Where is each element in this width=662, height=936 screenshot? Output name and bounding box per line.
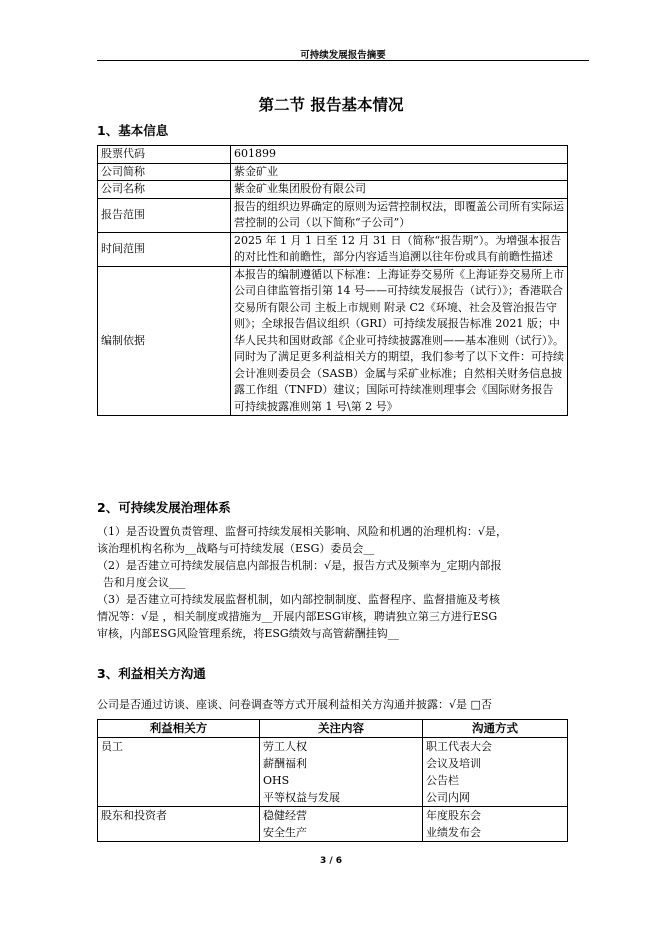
governance-line: 审核，内部ESG风险管理系统，将ESG绩效与高管薪酬挂钩__: [97, 627, 399, 640]
governance-line: 告和月度会议___: [103, 576, 186, 589]
governance-line: （2）是否建立可持续发展信息内部报告机制：√是，报告方式及频率为_定期内部报: [97, 559, 502, 572]
row-value: 紫金矿业集团股份有限公司: [231, 181, 568, 199]
table-row: [98, 198, 568, 232]
concern-item: 稳健经营: [263, 809, 307, 822]
row-value: 本报告的编制遵循以下标准：上海证券交易所《上海证券交易所上市公司自律监管指引第 14 号——可持续发展报告（试行）》；香港联合交易所有限公司 主板上市规则 附录 C2《环境、社会及管治报告守则》；全球报告倡议组织（GRI）可持续发展报告标准 2021 版；中华人民共和国财政部《企业可持续披露准则——基本准则（试行）》。同时为了满足更多利益相关方的期望，我们参考了以下文件：可持续会计准则委员会（SASB）金属与采矿业标准；自然相关财务信息披露工作组（TNFD）建议；国际可持续准则理事会《国际财务报告可持续披露准则第 1 号\第 2 号》: [231, 266, 568, 416]
party-cell: 股东和投资者: [98, 807, 260, 842]
governance-line: （3）是否建立可持续发展监督机制，如内部控制制度、监督程序、监督措施及考核: [97, 593, 500, 606]
concern-item: 薪酬福利: [263, 757, 307, 770]
basic-info-table: [97, 145, 568, 416]
table-row: [98, 146, 568, 164]
method-item: 业绩发布会: [426, 826, 481, 839]
page-number: 3 / 6: [319, 856, 343, 866]
column-header: 利益相关方: [98, 720, 260, 738]
table-header-row: [98, 720, 568, 738]
table-row: [98, 807, 568, 842]
concern-item: 平等权益与发展: [263, 791, 340, 804]
concern-item: 安全生产: [263, 826, 307, 839]
governance-paragraph: [97, 523, 573, 642]
column-header: 关注内容: [260, 720, 423, 738]
stakeholder-intro: 公司是否通过访谈、座谈、问卷调查等方式开展利益相关方沟通并披露：√是 □否: [97, 698, 492, 711]
header-divider: [97, 60, 589, 61]
row-label: 编制依据: [98, 266, 231, 416]
row-value: 601899: [231, 146, 568, 164]
row-label: 时间范围: [98, 232, 231, 266]
row-value: 报告的组织边界确定的原则为运营控制权法，即覆盖公司所有实际运营控制的公司（以下简称“子公司”）: [231, 198, 568, 232]
row-label: 股票代码: [98, 146, 231, 164]
table-row: [98, 181, 568, 199]
page-header: 可持续发展报告摘要: [300, 50, 386, 61]
row-label: 报告范围: [98, 198, 231, 232]
concern-item: OHS: [263, 774, 290, 787]
governance-line: 该治理机构名称为__战略与可持续发展（ESG）委员会__: [97, 542, 375, 555]
method-item: 会议及培训: [426, 757, 481, 770]
governance-line: 情况等：√是 ，相关制度或措施为__开展内部ESG审核，聘请独立第三方进行ESG: [97, 610, 498, 623]
methods-cell: [423, 807, 568, 842]
governance-heading: 2、可持续发展治理体系: [97, 500, 231, 515]
method-item: 年度股东会: [426, 809, 481, 822]
governance-line: （1）是否设置负责管理、监督可持续发展相关影响、风险和机遇的治理机构：√是，: [97, 525, 508, 538]
stakeholder-heading: 3、利益相关方沟通: [97, 666, 206, 681]
party-cell: 员工: [98, 738, 260, 807]
concerns-cell: [260, 738, 423, 807]
methods-cell: [423, 738, 568, 807]
method-item: 公司内网: [426, 791, 470, 804]
column-header: 沟通方式: [423, 720, 568, 738]
table-row: [98, 163, 568, 181]
table-row: [98, 738, 568, 807]
concern-item: 劳工人权: [263, 740, 307, 753]
basic-info-heading: 1、基本信息: [97, 123, 169, 138]
method-item: 公告栏: [426, 774, 459, 787]
stakeholder-table: [97, 719, 568, 842]
row-value: 2025 年 1 月 1 日至 12 月 31 日（简称“报告期”）。为增强本报告的对比性和前瞻性，部分内容适当追溯以往年份或具有前瞻性描述: [231, 232, 568, 266]
section-title: 第二节 报告基本情况: [258, 96, 404, 114]
table-row: [98, 266, 568, 416]
concerns-cell: [260, 807, 423, 842]
method-item: 职工代表大会: [426, 740, 492, 753]
row-value: 紫金矿业: [231, 163, 568, 181]
row-label: 公司名称: [98, 181, 231, 199]
table-row: [98, 232, 568, 266]
row-label: 公司简称: [98, 163, 231, 181]
